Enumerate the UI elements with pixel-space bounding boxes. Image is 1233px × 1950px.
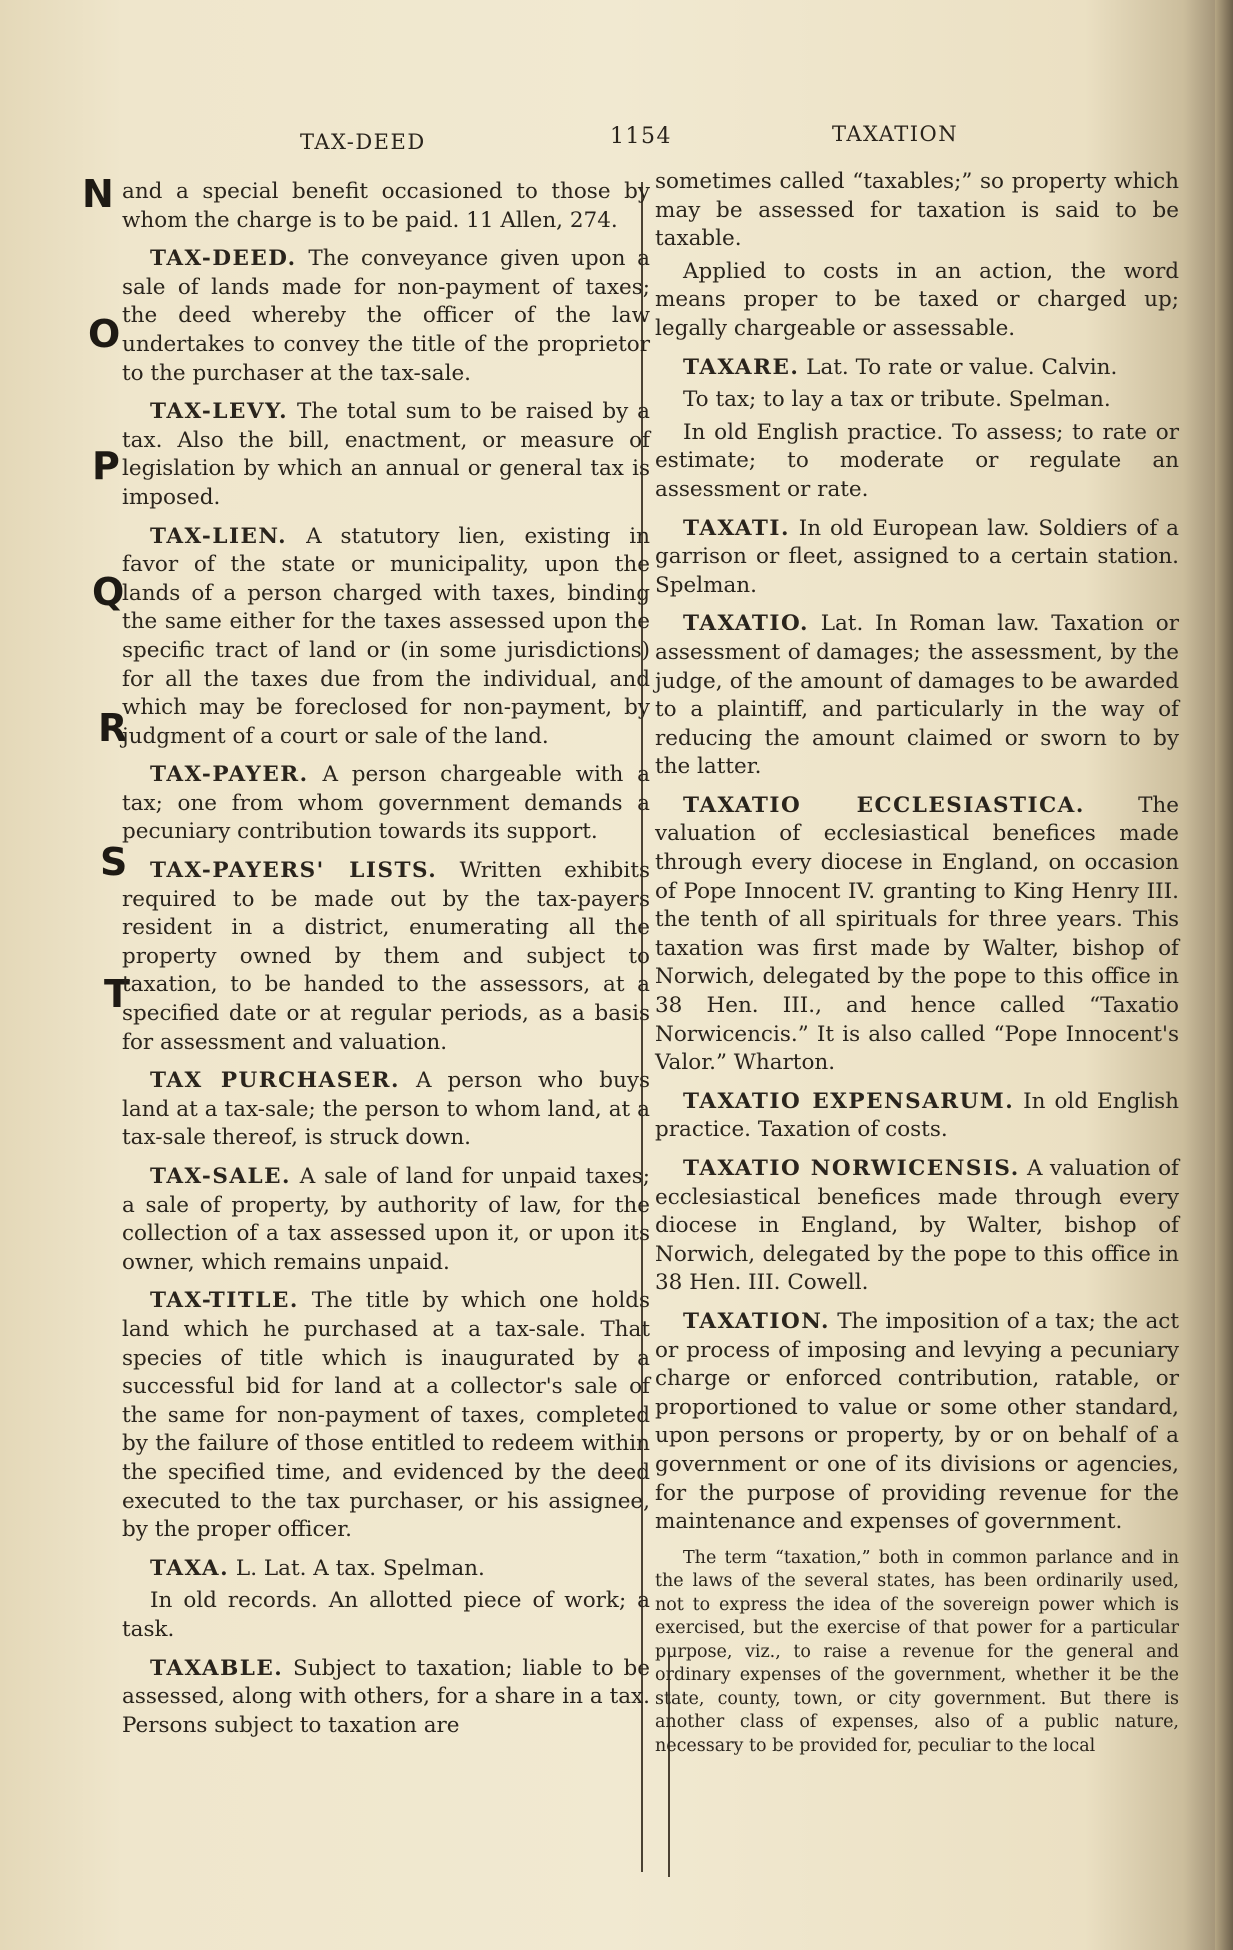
thumb-tab-r[interactable]: R [98,706,128,750]
entry-term: TAXA. [150,1555,230,1581]
entry-tax-payer [122,761,650,847]
entry-taxatio-expensarum [655,1088,1179,1145]
entry-taxation [655,1308,1179,1537]
running-header [0,122,1233,156]
header-right-guideword: TAXATION [832,122,959,146]
thumb-tab-s[interactable]: S [100,840,128,884]
entry-text: The total sum to be raised by a tax. Also the bill, enactment, or measure of legislation by which an annual or general tax is imposed. [122,399,650,510]
entry-text: The conveyance given upon a sale of lands made for non-payment of taxes; the deed whereby the officer of the law undertakes to convey the title of the proprietor to the purchaser at the tax-sale. [122,246,650,386]
entry-term: TAXATIO NORWICENSIS. [683,1156,1020,1181]
entry-taxatio-norwicensis [655,1155,1179,1298]
entry-term: TAX-PAYER. [150,762,309,788]
entry-taxatio [655,610,1179,782]
thumb-tab-n[interactable]: N [82,172,114,216]
entry-term: TAX-TITLE. [150,1288,299,1314]
entry-term: TAX-LIEN. [150,523,288,549]
entry-tax-sale [122,1163,650,1277]
header-left-guideword: TAX-DEED [300,130,426,154]
entry-term: TAX-DEED. [150,246,297,272]
entry-tax-deed [122,245,650,388]
continuation-text: sometimes called “taxables;” so property which may be assessed for taxation is said to be taxable. [655,169,1179,252]
thumb-index [78,172,128,1072]
right-column [655,168,1179,1768]
entry-term: TAXATIO ECCLESIASTICA. [683,792,1085,818]
left-column [122,178,650,1750]
entry-tax-payers-lists [122,857,650,1057]
entry-text: Lat. In Roman law. Taxation or assessment of damages; the assessment, by the judge, of the amount of damages to be awarded to a plaintiff, and particularly in the way of reducing the amount claimed or sworn to by the latter. [655,611,1179,780]
entry-term: TAXATIO EXPENSARUM. [683,1088,1015,1114]
entry-taxati [655,515,1179,601]
entry-text: A person chargeable with a tax; one from whom government demands a pecuniary contribution towards its support. [122,762,650,845]
entry-term: TAXARE. [683,354,800,380]
entry-taxa [122,1555,650,1584]
entry-text: A person who buys land at a tax-sale; the person to whom land, at a tax-sale thereof, is struck down. [122,1068,650,1151]
entry-term: TAXATIO. [683,611,809,637]
continuation-text: and a special benefit occasioned to those by whom the charge is to be paid. 11 Allen, 274. [122,179,650,233]
entry-tax-purchaser [122,1067,650,1153]
entry-term: TAXATION. [683,1308,830,1334]
entry-text: Written exhibits required to be made out by the tax-payers resident in a district, enumerating all the property owned by them and subject to taxation, to be handed to the assessors, at a specified date or at regular periods, as a basis for assessment and valuation. [122,858,650,1055]
entry-text: Lat. To rate or value. Calvin. [799,354,1118,380]
thumb-tab-q[interactable]: Q [92,570,125,614]
thumb-tab-o[interactable]: O [88,312,121,356]
entry-taxare-sense-1: To tax; to lay a tax or tribute. Spelman. [683,387,1111,413]
entry-term: TAXATI. [683,515,790,541]
entry-term: TAXABLE. [150,1655,284,1681]
entry-term: TAX PURCHASER. [150,1068,400,1094]
entry-taxable-sense: Applied to costs in an action, the word means proper to be taxed or charged up; legally chargeable or assessable. [655,258,1179,341]
entry-text: The imposition of a tax; the act or process of imposing and levying a pecuniary charge or enforced contribution, ratable, or proportioned to value or some other standard, upon persons or property, by or on behalf of a government or one of its divisions or agencies, for the purpose of providing revenue for the maintenance and expenses of government. [655,1308,1179,1535]
entry-text: In old English practice. Taxation of costs. [655,1088,1179,1143]
entry-taxable [122,1655,650,1741]
entry-text: A sale of land for unpaid taxes; a sale of property, by authority of law, for the collection of a tax assessed upon it, or upon its owner, which remains unpaid. [122,1164,650,1275]
taxation-note-text: The term “taxation,” both in common parlance and in the laws of the several states, has been ordinarily used, not to express the idea of the sovereign power which is exercised, but the exercise of that power for a particular purpose, viz., to raise a revenue for the general and ordinary expenses of the government, whether it be the state, county, town, or city government. But there is another class of expenses, also of a public nature, necessary to be provided for, peculiar to the local [655,1547,1179,1756]
entry-text: The valuation of ecclesiastical benefices made through every diocese in England, on occasion of Pope Innocent IV. granting to King Henry III. the tenth of all spirituals for three years. This taxation was first made by Walter, bishop of Norwich, delegated by the pope to this office in 38 Hen. III., and hence called “Taxatio Norwicencis.” It is also called “Pope Innocent's Valor.” Wharton. [655,792,1179,1076]
book-spine-shadow [1215,0,1233,1950]
page-number: 1154 [610,124,672,149]
thumb-tab-t[interactable]: T [104,972,130,1016]
entry-taxatio-ecclesiastica [655,792,1179,1078]
thumb-tab-p[interactable]: P [92,444,120,488]
entry-taxare [655,354,1179,383]
entry-text: The title by which one holds land which he purchased at a tax-sale. That species of title which is inaugurated by a successful bid for land at a collector's sale of the same for non-payment of taxes, completed by the failure of those entitled to redeem within the specified time, and evidenced by the deed executed to the tax purchaser, or his assignee, by the proper officer. [122,1288,650,1543]
entry-term: TAX-PAYERS' LISTS. [150,858,438,884]
entry-term: TAX-SALE. [150,1164,292,1189]
entry-text: A statutory lien, existing in favor of the state or municipality, upon the lands of a person charged with taxes, binding the same either for the taxes assessed upon the specific tract of land or (in some jurisdictions) for all the taxes due from the individual, and which may be foreclosed for non-payment, by judgment of a court or sale of the land. [122,523,650,749]
entry-text: A valuation of ecclesiastical benefices made through every diocese in England, by Walter, bishop of Norwich, delegated by the pope to this office in 38 Hen. III. Cowell. [655,1156,1180,1296]
entry-taxare-sense-2: In old English practice. To assess; to rate or estimate; to moderate or regulate an assessment or rate. [655,419,1179,502]
entry-taxa-sense: In old records. An allotted piece of work; a task. [122,1588,650,1642]
entry-tax-levy [122,398,650,512]
entry-tax-title [122,1287,650,1544]
entry-term: TAX-LEVY. [150,399,289,425]
taxation-note [655,1547,1179,1759]
entry-text: L. Lat. A tax. Spelman. [229,1555,485,1581]
entry-text: Subject to taxation; liable to be assessed, along with others, for a share in a tax. Persons subject to taxation are [122,1655,650,1738]
entry-tax-lien [122,523,650,752]
entry-text: In old European law. Soldiers of a garrison or fleet, assigned to a certain station. Spelman. [655,515,1179,598]
